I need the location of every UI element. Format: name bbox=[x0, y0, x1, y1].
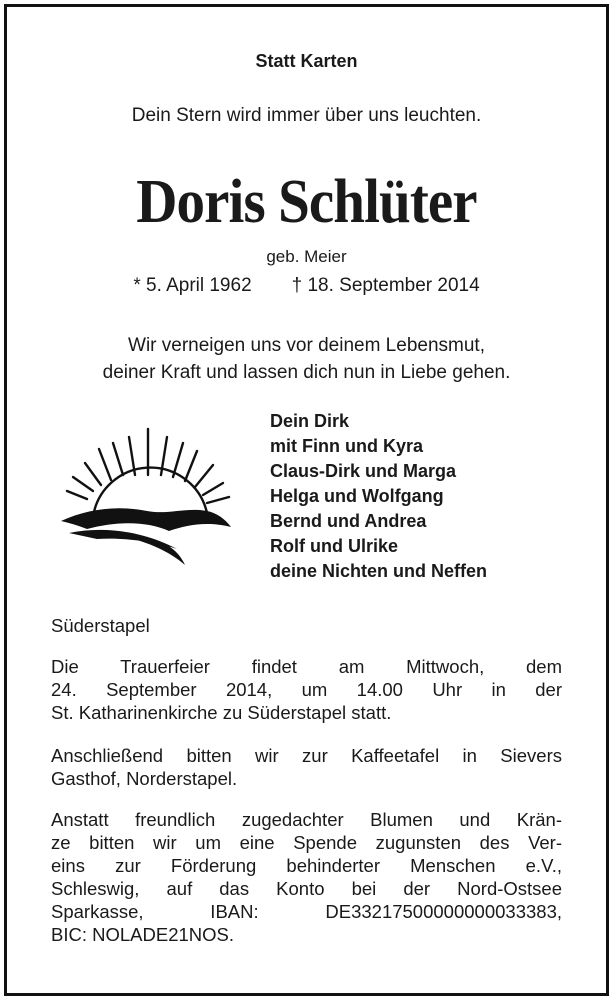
farewell-line: deiner Kraft und lassen dich nun in Liebe gehen. bbox=[102, 362, 511, 383]
donation-line: ze bitten wir um eine Spende zugunsten des Ver- bbox=[51, 832, 562, 853]
farewell-line: Wir verneigen uns vor deinem Lebensmut, bbox=[128, 335, 485, 356]
maiden-name: geb. Meier bbox=[266, 247, 347, 266]
funeral-line: St. Katharinenkirche zu Süderstapel statt. bbox=[51, 702, 392, 723]
family-member: deine Nichten und Neffen bbox=[270, 561, 488, 581]
obituary-notice bbox=[4, 4, 609, 996]
family-member: Dein Dirk bbox=[270, 411, 350, 431]
donation-line: eins zur Förderung behinderter Menschen e.V., bbox=[51, 855, 562, 876]
donation-line: BIC: NOLADE21NOS. bbox=[51, 924, 235, 945]
family-member: Claus-Dirk und Marga bbox=[270, 461, 457, 481]
sunrise-over-hills-icon bbox=[57, 425, 232, 570]
family-member: mit Finn und Kyra bbox=[270, 436, 423, 456]
family-member: Helga und Wolfgang bbox=[270, 486, 444, 506]
death-date: † 18. September 2014 bbox=[291, 275, 480, 296]
donation-info bbox=[51, 808, 562, 946]
coffee-line: Anschließend bitten wir zur Kaffeetafel in Sievers bbox=[51, 745, 562, 766]
coffee-info bbox=[51, 744, 562, 790]
funeral-info bbox=[51, 655, 562, 724]
place: Süderstapel bbox=[51, 615, 150, 636]
top-label: Statt Karten bbox=[255, 51, 358, 71]
donation-line: Anstatt freundlich zugedachter Blumen und Krän- bbox=[51, 809, 562, 830]
funeral-line: Die Trauerfeier findet am Mittwoch, dem bbox=[51, 656, 562, 677]
donation-line: Sparkasse, IBAN: DE33217500000000033383, bbox=[51, 901, 562, 922]
life-dates bbox=[7, 275, 606, 297]
donation-line: Schleswig, auf das Konto bei der Nord-Ostsee bbox=[51, 878, 562, 899]
family-member: Rolf und Ulrike bbox=[270, 536, 399, 556]
family-member: Bernd und Andrea bbox=[270, 511, 427, 531]
coffee-line: Gasthof, Norderstapel. bbox=[51, 768, 238, 789]
deceased-name: Doris Schlüter bbox=[136, 168, 477, 236]
family-list bbox=[270, 409, 487, 584]
funeral-line: 24. September 2014, um 14.00 Uhr in der bbox=[51, 679, 562, 700]
farewell-text bbox=[7, 332, 606, 386]
birth-date: * 5. April 1962 bbox=[133, 275, 252, 296]
motto: Dein Stern wird immer über uns leuchten. bbox=[131, 105, 482, 126]
